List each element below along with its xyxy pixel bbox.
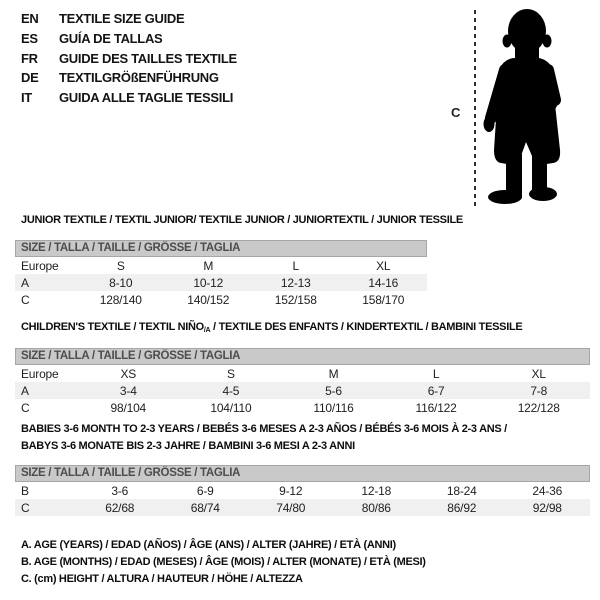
size-cell: 9-12	[279, 483, 303, 498]
row-label: Europe	[21, 366, 59, 381]
size-cell: 110/116	[313, 400, 354, 415]
size-cell: M	[328, 366, 339, 381]
row-label: B	[21, 483, 29, 498]
size-header-bar: SIZE / TALLA / TAILLE / GRÖSSE / TAGLIA	[15, 240, 427, 257]
size-cell: L	[292, 258, 299, 273]
size-cell: 3-4	[119, 383, 137, 398]
table-row	[15, 499, 590, 516]
legend-line: C. (cm) HEIGHT / ALTURA / HAUTEUR / HÖHE / ALTEZZA	[21, 573, 303, 586]
size-cell: 12-18	[361, 483, 392, 498]
children-table	[15, 365, 590, 416]
size-cell: 10-12	[193, 275, 224, 290]
height-measure-label: C	[451, 105, 461, 120]
row-label: A	[21, 383, 29, 398]
language-code: EN	[21, 11, 39, 26]
size-cell: 3-6	[111, 483, 129, 498]
language-list	[21, 9, 237, 108]
table-row	[15, 399, 590, 416]
table-row	[15, 365, 590, 382]
size-cell: 14-16	[368, 275, 399, 290]
language-label: GUÍA DE TALLAS	[59, 30, 163, 46]
height-measure-line	[474, 10, 476, 206]
legend-line: B. AGE (MONTHS) / EDAD (MESES) / ÂGE (MOIS) / ALTER (MONATE) / ETÀ (MESI)	[21, 556, 426, 569]
children-title-rest: / TEXTILE DES ENFANTS / KINDERTEXTIL / BAMBINI TESSILE	[210, 321, 523, 333]
size-cell: 5-6	[325, 383, 342, 398]
language-label: GUIDE DES TAILLES TEXTILE	[59, 50, 237, 66]
language-code: FR	[21, 50, 38, 66]
size-cell: XL	[531, 366, 546, 381]
size-cell: 18-24	[446, 483, 477, 498]
size-cell: 152/158	[274, 292, 317, 307]
language-row	[21, 29, 237, 49]
size-header-bar: SIZE / TALLA / TAILLE / GRÖSSE / TAGLIA	[15, 465, 590, 482]
junior-section-title: JUNIOR TEXTILE / TEXTIL JUNIOR/ TEXTILE JUNIOR / JUNIORTEXTIL / JUNIOR TESSILE	[21, 214, 463, 226]
size-cell: 128/140	[99, 292, 142, 307]
size-header-bar: SIZE / TALLA / TAILLE / GRÖSSE / TAGLIA	[15, 348, 590, 365]
language-row	[21, 49, 237, 69]
children-title-sub: /A	[203, 327, 211, 334]
row-label: C	[21, 500, 30, 515]
language-label: GUIDA ALLE TAGLIE TESSILI	[59, 90, 234, 106]
language-row	[21, 88, 237, 108]
size-cell: 116/122	[415, 400, 457, 415]
size-cell: 92/98	[532, 500, 562, 515]
language-code: IT	[21, 90, 32, 106]
legend-line: A. AGE (YEARS) / EDAD (AÑOS) / ÂGE (ANS) / ALTER (JAHRE) / ETÀ (ANNI)	[21, 539, 396, 551]
size-cell: 6-7	[427, 383, 445, 398]
size-cell: 74/80	[276, 500, 306, 515]
size-cell: 12-13	[280, 275, 311, 290]
size-cell: 122/128	[517, 400, 560, 415]
size-cell: S	[116, 258, 125, 273]
size-cell: 140/152	[187, 292, 230, 307]
children-size-table	[15, 348, 590, 416]
babies-title-line2: BABYS 3-6 MONATE BIS 2-3 JAHRE / BAMBINI 3-6 MESI A 2-3 ANNI	[21, 439, 355, 452]
children-title-main: CHILDREN'S TEXTILE / TEXTIL NIÑO	[21, 321, 204, 333]
language-code: ES	[21, 30, 38, 46]
size-cell: 24-36	[532, 483, 563, 498]
size-cell: 62/68	[105, 500, 135, 515]
size-cell: 86/92	[447, 500, 477, 515]
table-row	[15, 274, 427, 291]
babies-section-title	[21, 421, 507, 454]
row-label: C	[21, 400, 30, 415]
language-label: TEXTILE SIZE GUIDE	[59, 11, 185, 26]
language-label: TEXTILGRÖßENFÜHRUNG	[59, 70, 219, 86]
size-cell: S	[226, 366, 235, 381]
row-label: C	[21, 292, 30, 307]
babies-size-table	[15, 465, 590, 516]
junior-table	[15, 257, 427, 308]
table-row	[15, 257, 427, 274]
size-cell: L	[432, 366, 440, 381]
language-row	[21, 9, 237, 29]
babies-title-line1: BABIES 3-6 MONTH TO 2-3 YEARS / BEBÉS 3-6 MESES A 2-3 AÑOS / BÉBÉS 3-6 MOIS À 2-3 ANS /	[21, 423, 507, 435]
size-cell: XL	[376, 258, 391, 273]
baby-silhouette-icon	[478, 4, 590, 208]
junior-size-table	[15, 240, 427, 308]
size-cell: M	[203, 258, 214, 273]
size-cell: 7-8	[530, 383, 548, 398]
row-label: A	[21, 275, 29, 290]
size-cell: 104/110	[210, 400, 252, 415]
language-row	[21, 68, 237, 88]
size-cell: 4-5	[222, 383, 240, 398]
legend-list	[21, 537, 426, 589]
babies-table	[15, 482, 590, 516]
size-cell: 98/104	[110, 400, 147, 415]
size-cell: 6-9	[196, 483, 214, 498]
size-cell: 8-10	[109, 275, 133, 290]
language-code: DE	[21, 70, 39, 86]
table-row	[15, 291, 427, 308]
size-cell: XS	[120, 366, 137, 381]
size-cell: 80/86	[361, 500, 391, 515]
size-cell: 158/170	[362, 292, 405, 307]
children-section-title	[21, 319, 522, 340]
row-label: Europe	[21, 258, 59, 273]
table-row	[15, 482, 590, 499]
table-row	[15, 382, 590, 399]
size-cell: 68/74	[190, 500, 220, 515]
